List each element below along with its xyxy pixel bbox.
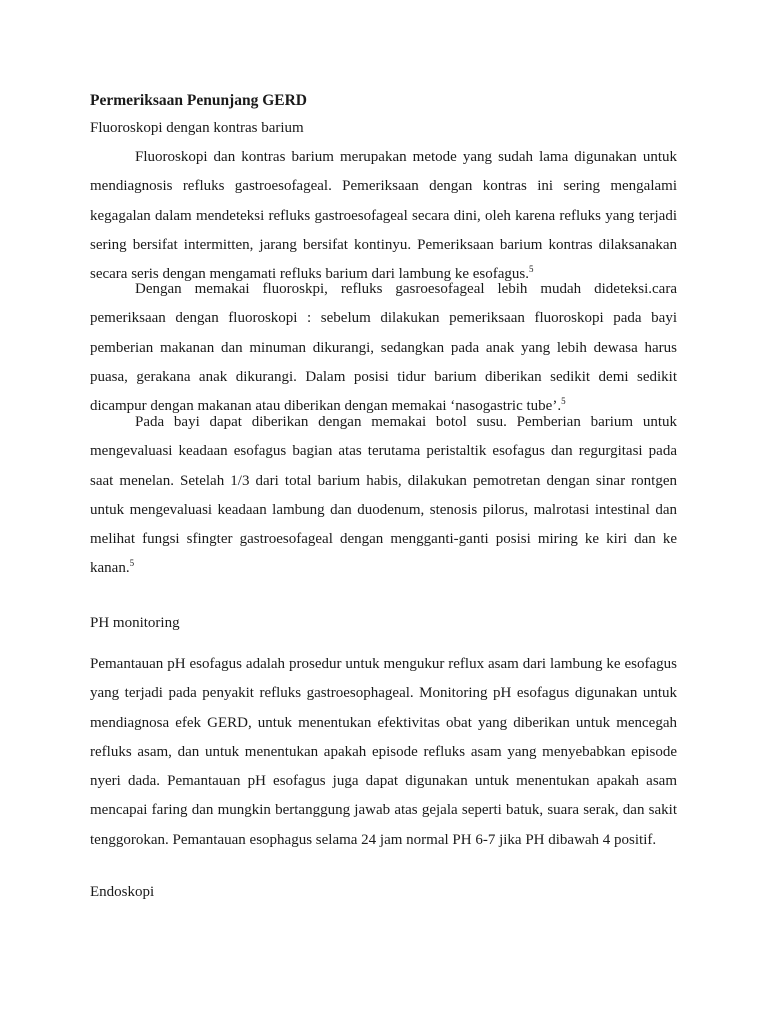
document-title: Permeriksaan Penunjang GERD	[90, 92, 307, 109]
section-heading-fluoroskopi: Fluoroskopi dengan kontras barium	[90, 120, 304, 136]
section-heading-endoskopi: Endoskopi	[90, 884, 155, 900]
footnote-ref: 5	[129, 558, 135, 569]
paragraph-text: Pada bayi dapat diberikan dengan memakai botol susu. Pemberian barium untuk mengevaluasi keadaan esofagus bagian atas terutama peristaltik esofagus dan regurgitasi pada saat menelan. Setelah 1/3 dari total barium habis, dilakukan pemotretan dengan sinar rontgen untuk mengevaluasi keadaan lambung dan duodenum, stenosis pilorus, malrotasi intestinal dan melihat fungsi sfingter gastroesofageal dengan mengganti-ganti posisi miring ke kiri dan ke kanan.	[90, 414, 677, 577]
paragraph-fluoroskopi-1	[90, 143, 677, 289]
section-heading-ph-monitoring: PH monitoring	[90, 615, 180, 631]
footnote-ref: 5	[561, 396, 566, 407]
footnote-ref: 5	[529, 264, 534, 275]
paragraph-text: Dengan memakai fluoroskpi, refluks gasroesofageal lebih mudah dideteksi.cara pemeriksaan dengan fluoroskopi : sebelum dilakukan pemeriksaan fluoroskopi pada bayi pemberian makanan dan minuman dikurangi, sedangkan pada anak yang lebih dewasa harus puasa, gerakana anak dikurangi. Dalam posisi tidur barium diberikan sedikit demi sedikit dicampur dengan makanan atau diberikan dengan memakai ‘nasogastric tube’.	[90, 281, 677, 415]
paragraph-fluoroskopi-3	[90, 408, 677, 584]
paragraph-text: Fluoroskopi dan kontras barium merupakan metode yang sudah lama digunakan untuk mendiagnosis refluks gastroesofageal. Pemeriksaan dengan kontras ini sering mengalami kegagalan dalam mendeteksi refluks gastroesofageal secara dini, oleh karena refluks yang terjadi sering bersifat intermitten, jarang bersifat kontinyu. Pemeriksaan barium kontras dilaksanakan secara seris dengan mengamati refluks barium dari lambung ke esofagus.	[90, 149, 677, 283]
paragraph-fluoroskopi-2	[90, 275, 677, 421]
paragraph-ph-monitoring: Pemantauan pH esofagus adalah prosedur untuk mengukur reflux asam dari lambung ke esofagus yang terjadi pada penyakit refluks gastroesophageal. Monitoring pH esofagus digunakan untuk mendiagnosa efek GERD, untuk menentukan efektivitas obat yang diberikan untuk mencegah refluks asam, dan untuk menentukan apakah episode refluks asam yang menyebabkan episode nyeri dada. Pemantauan pH esofagus juga dapat digunakan untuk menentukan apakah asam mencapai faring dan mungkin bertanggung jawab atas gejala seperti batuk, suara serak, dan sakit tenggorokan. Pemantauan esophagus selama 24 jam normal PH 6-7 jika PH dibawah 4 positif.	[90, 656, 677, 848]
